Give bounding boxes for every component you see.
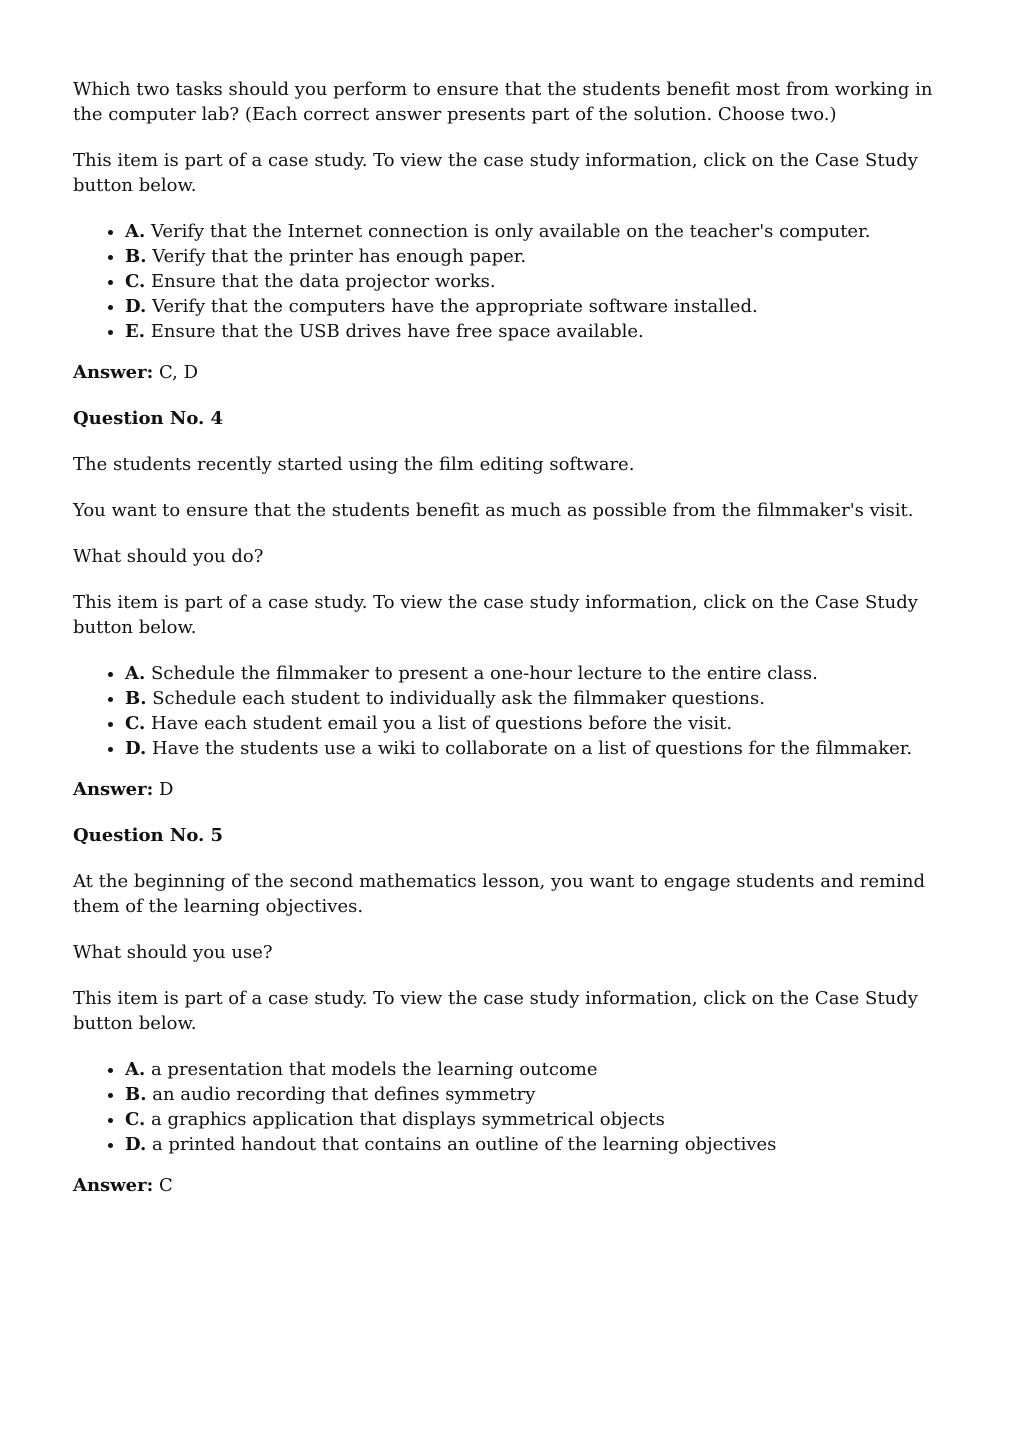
option-item [125, 736, 963, 761]
option-item [125, 1057, 963, 1082]
option-item [125, 294, 963, 319]
option-letter: D. [125, 296, 147, 317]
options-list [73, 661, 963, 761]
option-item [125, 269, 963, 294]
option-text: Ensure that the data projector works. [151, 271, 496, 292]
question-text: At the beginning of the second mathematics lesson, you want to engage students and remind them of the learning objectives. [73, 871, 925, 917]
option-letter: B. [125, 688, 147, 709]
question-text: The students recently started using the film editing software. [73, 454, 635, 475]
option-letter: B. [125, 1084, 147, 1105]
option-text: Schedule the filmmaker to present a one-hour lecture to the entire class. [150, 663, 818, 684]
option-text: a presentation that models the learning outcome [150, 1059, 598, 1080]
answer-label: Answer: [73, 779, 154, 800]
option-letter: B. [125, 246, 147, 267]
option-item [125, 661, 963, 686]
answer-line [73, 360, 963, 385]
option-text: an audio recording that defines symmetry [152, 1084, 536, 1105]
option-letter: E. [125, 321, 145, 342]
options-list [73, 1057, 963, 1157]
option-item [125, 244, 963, 269]
option-letter: C. [125, 271, 146, 292]
answer-value: D [159, 779, 174, 800]
question-text: Which two tasks should you perform to ensure that the students benefit most from working in the computer lab? (Each correct answer presents part of the solution. Choose two.) [73, 79, 933, 125]
question-prompt: What should you do? [73, 546, 264, 567]
answer-label: Answer: [73, 362, 154, 383]
document-page [73, 77, 963, 1219]
option-text: Verify that the computers have the appropriate software installed. [151, 296, 758, 317]
case-study-note: This item is part of a case study. To view the case study information, click on the Case Study button below. [73, 150, 918, 196]
option-letter: C. [125, 713, 146, 734]
question-block [73, 406, 963, 802]
question-heading: Question No. 4 [73, 408, 224, 429]
option-text: a graphics application that displays symmetrical objects [151, 1109, 665, 1130]
case-study-note: This item is part of a case study. To view the case study information, click on the Case Study button below. [73, 988, 918, 1034]
question-heading: Question No. 5 [73, 825, 224, 846]
option-letter: A. [125, 221, 146, 242]
question-text: You want to ensure that the students benefit as much as possible from the filmmaker's visit. [73, 500, 914, 521]
option-item [125, 1082, 963, 1107]
option-text: Have the students use a wiki to collaborate on a list of questions for the filmmaker. [151, 738, 913, 759]
question-block [73, 77, 963, 385]
question-prompt: What should you use? [73, 942, 273, 963]
option-item [125, 319, 963, 344]
case-study-note: This item is part of a case study. To view the case study information, click on the Case Study button below. [73, 592, 918, 638]
option-text: Have each student email you a list of questions before the visit. [151, 713, 733, 734]
answer-line [73, 777, 963, 802]
option-text: Verify that the Internet connection is only available on the teacher's computer. [150, 221, 871, 242]
options-list [73, 219, 963, 344]
option-text: Verify that the printer has enough paper. [152, 246, 527, 267]
answer-line [73, 1173, 963, 1198]
answer-label: Answer: [73, 1175, 154, 1196]
option-item [125, 686, 963, 711]
answer-value: C [159, 1175, 173, 1196]
option-text: Ensure that the USB drives have free space available. [150, 321, 644, 342]
option-item [125, 219, 963, 244]
option-letter: A. [125, 1059, 146, 1080]
option-text: Schedule each student to individually ask the filmmaker questions. [152, 688, 765, 709]
option-item [125, 1132, 963, 1157]
option-item [125, 711, 963, 736]
option-letter: D. [125, 738, 147, 759]
option-item [125, 1107, 963, 1132]
question-block [73, 823, 963, 1198]
option-letter: C. [125, 1109, 146, 1130]
option-text: a printed handout that contains an outline of the learning objectives [151, 1134, 777, 1155]
option-letter: D. [125, 1134, 147, 1155]
answer-value: C, D [159, 362, 199, 383]
option-letter: A. [125, 663, 146, 684]
